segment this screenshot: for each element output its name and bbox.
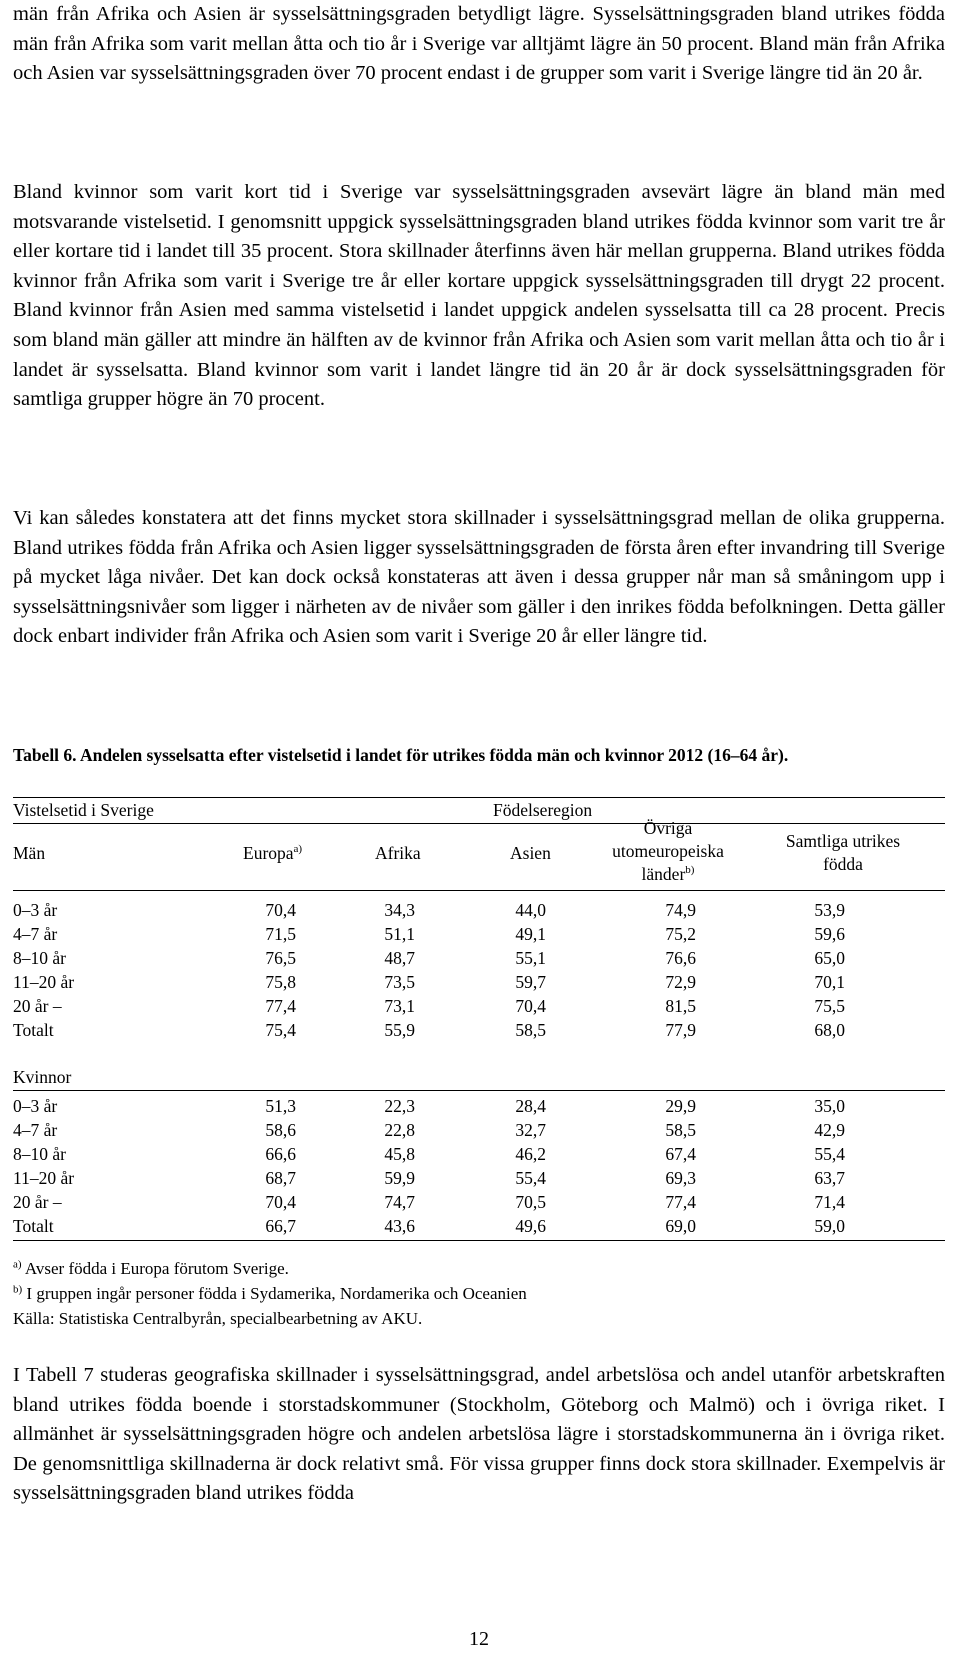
table-cell: 44,0: [515, 900, 546, 920]
table-row: [13, 923, 945, 945]
table-cell: 73,1: [384, 996, 415, 1016]
header-man: Män: [13, 843, 46, 863]
table-cell: 70,4: [265, 1192, 296, 1212]
table-cell: 77,4: [265, 996, 296, 1016]
header-ovriga-line3: länder$^{b)}$: [641, 864, 695, 884]
header-mid-rule: [13, 823, 945, 824]
table-cell: 8–10 år: [13, 948, 66, 968]
table-cell: 70,5: [515, 1192, 546, 1212]
table-cell: 74,9: [665, 900, 696, 920]
table-cell: 51,1: [384, 924, 415, 944]
header-vistelsetid: Vistelsetid i Sverige: [13, 800, 154, 820]
header-ovriga-line2: utomeuropeiska: [612, 841, 724, 861]
table-cell: 65,0: [814, 948, 845, 968]
table-cell: 66,7: [265, 1216, 296, 1236]
table-cell: 74,7: [384, 1192, 415, 1212]
table-cell: 75,4: [265, 1020, 296, 1040]
table-cell: 0–3 år: [13, 900, 58, 920]
table-cell: 32,7: [515, 1120, 546, 1140]
table-cell: 59,7: [515, 972, 546, 992]
table-cell: 75,8: [265, 972, 296, 992]
table-cell: 70,4: [265, 900, 296, 920]
table-caption: Tabell 6. Andelen sysselsatta efter vistelsetid i landet för utrikes födda män och kvinnor 2012 (16–64 år).: [13, 745, 789, 765]
table-cell: 55,1: [515, 948, 546, 968]
table-source: Källa: Statistiska Centralbyrån, specialbearbetning av AKU.: [13, 1309, 423, 1328]
table-cell: 67,4: [665, 1144, 696, 1164]
table-row: [13, 995, 945, 1017]
header-ovriga-line1: Övriga: [643, 818, 693, 838]
table-cell: 4–7 år: [13, 924, 58, 944]
header-fodelseregion: Födelseregion: [493, 800, 593, 820]
table-cell: 48,7: [384, 948, 415, 968]
table-cell: 42,9: [814, 1120, 845, 1140]
table-cell: 46,2: [515, 1144, 546, 1164]
table-cell: 43,6: [384, 1216, 415, 1236]
table-cell: 75,2: [665, 924, 696, 944]
table-cell: 8–10 år: [13, 1144, 66, 1164]
paragraph-1: män från Afrika och Asien är sysselsättningsgraden betydligt lägre. Sysselsättningsgraden bland utrikes födda män från Afrika som varit mellan åtta och tio år i Sverige var alltjämt lägre än 50 procent. Bland män från Afrika och Asien var sysselsättningsgraden över 70 procent endast i de grupper som varit i Sverige längre tid än 20 år.: [13, 3, 945, 85]
table-cell: 55,9: [384, 1020, 415, 1040]
table-cell: 77,9: [665, 1020, 696, 1040]
table-cell: 20 år –: [13, 996, 62, 1016]
paragraph-2: Bland kvinnor som varit kort tid i Sverige var sysselsättningsgraden avsevärt lägre än bland män med motsvarande vistelsetid. I genomsnitt uppgick sysselsättningsgraden bland utrikes födda kvinnor som varit tre år eller kortare tid i landet till 35 procent. Stora skillnader återfinns även här mellan grupperna. Bland utrikes födda kvinnor från Afrika som varit i Sverige tre år eller kortare uppgick sysselsättningsgraden till drygt 22 procent. Bland kvinnor från Asien med samma vistelsetid i landet uppgick andelen sysselsatta till ca 28 procent. Precis som bland män gäller att mindre än hälften av de kvinnor från Afrika och Asien som varit mellan åtta och tio år i landet är sysselsatta. Bland kvinnor som varit i landet längre tid än 20 år är dock sysselsättningsgraden för samtliga grupper högre än 70 procent.: [13, 181, 945, 411]
table-cell: 22,8: [384, 1120, 415, 1140]
table-cell: 20 år –: [13, 1192, 62, 1212]
table-row: [13, 1095, 945, 1117]
table-row: [13, 971, 945, 993]
table-row: [13, 899, 945, 921]
table-row: [13, 1167, 945, 1189]
table-cell: 59,6: [814, 924, 845, 944]
table-cell: 49,6: [515, 1216, 546, 1236]
footnote-a: $^{a)}$ Avser födda i Europa förutom Sverige.: [13, 1258, 289, 1278]
footnote-b: $^{b)}$ I gruppen ingår personer födda i Sydamerika, Nordamerika och Oceanien: [13, 1283, 527, 1303]
table-cell: 75,5: [814, 996, 845, 1016]
kvinnor-rule: [13, 1090, 945, 1091]
table-cell: 63,7: [814, 1168, 845, 1188]
table-cell: 72,9: [665, 972, 696, 992]
table-cell: 77,4: [665, 1192, 696, 1212]
table-cell: 0–3 år: [13, 1096, 58, 1116]
table-row: [13, 1143, 945, 1165]
header-bottom-rule: [13, 890, 945, 891]
table-cell: Totalt: [13, 1020, 54, 1040]
table-cell: 70,1: [814, 972, 845, 992]
table-row: [13, 947, 945, 969]
table-cell: 55,4: [814, 1144, 845, 1164]
table-cell: 71,4: [814, 1192, 845, 1212]
table-cell: 69,0: [665, 1216, 696, 1236]
table-footnotes: [13, 1256, 945, 1331]
table-cell: Totalt: [13, 1216, 54, 1236]
table-cell: 58,6: [265, 1120, 296, 1140]
table-cell: 28,4: [515, 1096, 546, 1116]
table-cell: 58,5: [515, 1020, 546, 1040]
table-cell: 58,5: [665, 1120, 696, 1140]
table-cell: 4–7 år: [13, 1120, 58, 1140]
table-row: [13, 1119, 945, 1141]
table-cell: 34,3: [384, 900, 415, 920]
table-cell: 29,9: [665, 1096, 696, 1116]
table-cell: 55,4: [515, 1168, 546, 1188]
table-cell: 76,5: [265, 948, 296, 968]
paragraph-3: Vi kan således konstatera att det finns mycket stora skillnader i sysselsättningsgrad mellan de olika grupperna. Bland utrikes födda från Afrika och Asien ligger sysselsättningsgraden de första åren efter invandring till Sverige på mycket låga nivåer. Det kan dock också konstateras att även i dessa grupper når man så småningom upp i sysselsättningsnivåer som ligger i närheten av de nivåer som gäller i den inrikes födda befolkningen. Detta gäller dock enbart individer från Afrika och Asien som varit i Sverige 20 år eller längre tid.: [13, 507, 945, 648]
table-cell: 73,5: [384, 972, 415, 992]
header-afrika: Afrika: [375, 843, 421, 863]
header-samtliga-line1: Samtliga utrikes: [785, 831, 901, 851]
page-number: 12: [469, 1628, 489, 1650]
table-row: [13, 1215, 945, 1237]
table-cell: 71,5: [265, 924, 296, 944]
table-top-rule: [13, 797, 945, 798]
kvinnor-label: Kvinnor: [13, 1067, 72, 1087]
header-samtliga-line2: födda: [823, 854, 863, 874]
table-cell: 22,3: [384, 1096, 415, 1116]
table-row: [13, 1019, 945, 1041]
table-bottom-rule: [13, 1240, 945, 1241]
table-cell: 35,0: [814, 1096, 845, 1116]
table-cell: 51,3: [265, 1096, 296, 1116]
table-cell: 45,8: [384, 1144, 415, 1164]
table-cell: 68,0: [814, 1020, 845, 1040]
header-asien: Asien: [510, 843, 551, 863]
table-cell: 59,9: [384, 1168, 415, 1188]
table-cell: 49,1: [515, 924, 546, 944]
table-cell: 70,4: [515, 996, 546, 1016]
table-cell: 66,6: [265, 1144, 296, 1164]
table-cell: 53,9: [814, 900, 845, 920]
table-cell: 68,7: [265, 1168, 296, 1188]
table-cell: 76,6: [665, 948, 696, 968]
table-cell: 59,0: [814, 1216, 845, 1236]
table-row: [13, 1191, 945, 1213]
table-cell: 81,5: [665, 996, 696, 1016]
table-cell: 11–20 år: [13, 972, 75, 992]
table-cell: 11–20 år: [13, 1168, 75, 1188]
table-cell: 69,3: [665, 1168, 696, 1188]
header-europa: Europa$^{a)}$: [243, 843, 303, 863]
paragraph-4: I Tabell 7 studeras geografiska skillnader i sysselsättningsgrad, andel arbetslösa och andel utanför arbetskraften bland utrikes födda boende i storstadskommuner (Stockholm, Göteborg och Malmö) och i övriga riket. I allmänhet är sysselsättningsgraden högre och andelen arbetslösa lägre i storstadskommunerna än i övriga riket. De genomsnittliga skillnaderna är dock relativt små. För vissa grupper finns dock stora skillnader. Exempelvis är sysselsättningsgraden bland utrikes födda: [13, 1364, 945, 1505]
